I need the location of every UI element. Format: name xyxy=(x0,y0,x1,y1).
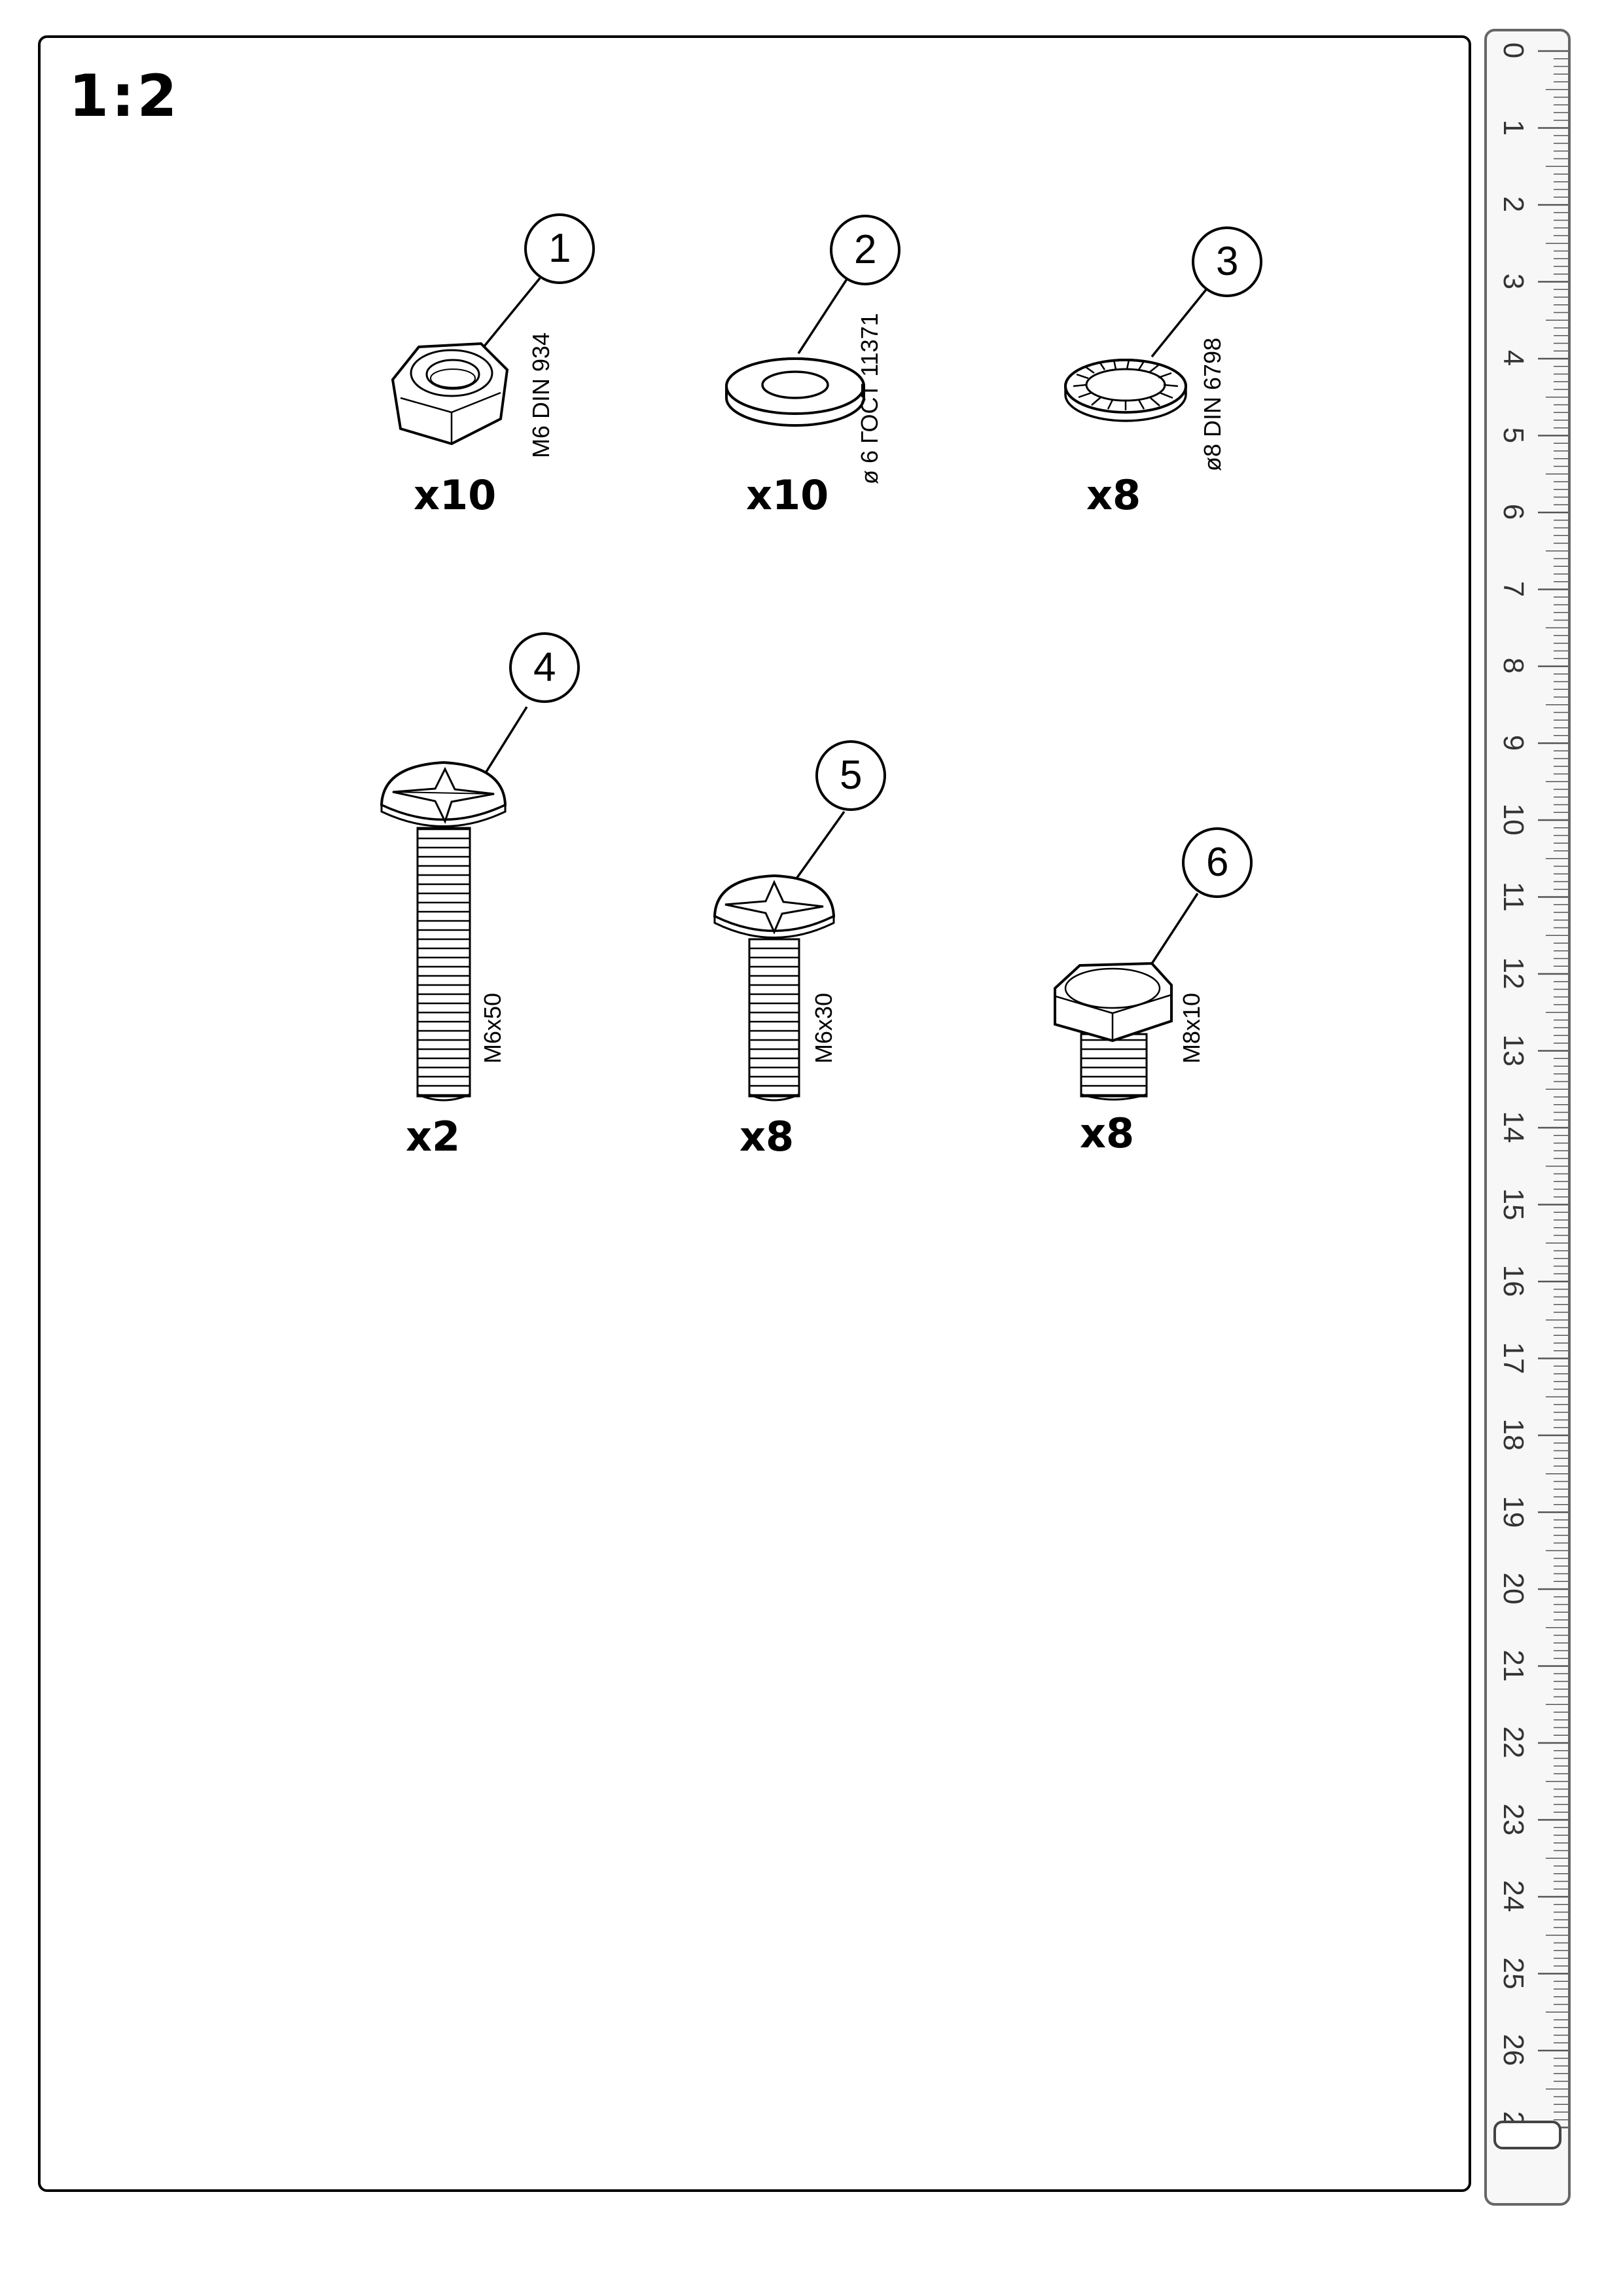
part-quantity: x8 xyxy=(1080,1109,1135,1157)
ruler-label: 7 xyxy=(1497,581,1529,597)
ruler-label: 9 xyxy=(1497,734,1529,751)
ruler-label: 10 xyxy=(1497,803,1529,836)
part-quantity: x8 xyxy=(1086,471,1141,519)
ruler-label: 0 xyxy=(1497,42,1529,59)
part-quantity: x8 xyxy=(740,1113,794,1160)
callout-number: 2 xyxy=(854,227,877,272)
scale-label: 1:2 xyxy=(69,62,180,130)
ruler-label: 22 xyxy=(1497,1726,1529,1759)
ruler-label: 2 xyxy=(1497,196,1529,213)
ruler-label: 16 xyxy=(1497,1265,1529,1297)
callout-number: 6 xyxy=(1206,840,1229,885)
part-spec: M8x10 xyxy=(1178,992,1205,1064)
ruler-label: 1 xyxy=(1497,119,1529,135)
ruler-label: 12 xyxy=(1497,957,1529,990)
ruler-label: 13 xyxy=(1497,1034,1529,1066)
ruler-label: 5 xyxy=(1497,427,1529,443)
ruler-label: 20 xyxy=(1497,1572,1529,1605)
ruler-label: 26 xyxy=(1497,2034,1529,2066)
ruler-label: 15 xyxy=(1497,1188,1529,1220)
ruler-label: 8 xyxy=(1497,657,1529,674)
part-quantity: x2 xyxy=(406,1113,461,1160)
callout-number: 5 xyxy=(840,753,863,798)
part-spec: M6 DIN 934 xyxy=(527,332,554,458)
ruler-label: 23 xyxy=(1497,1803,1529,1835)
ruler-label: 4 xyxy=(1497,350,1529,367)
ruler-label: 18 xyxy=(1497,1418,1529,1451)
ruler-label: 3 xyxy=(1497,273,1529,289)
ruler-label: 17 xyxy=(1497,1342,1529,1374)
ruler-label: 19 xyxy=(1497,1496,1529,1528)
ruler-label: 11 xyxy=(1497,881,1529,912)
ruler-hang-slot xyxy=(1493,2121,1561,2149)
part-spec: ø 6 ГОСТ 11371 xyxy=(856,313,883,484)
ruler-label: 21 xyxy=(1497,1649,1529,1681)
ruler-label: 25 xyxy=(1497,1957,1529,1989)
part-spec: M6x50 xyxy=(479,992,506,1064)
ruler-label: 14 xyxy=(1497,1111,1529,1143)
measuring-ruler xyxy=(1484,29,1571,2206)
part-quantity: x10 xyxy=(746,471,829,519)
callout-number: 1 xyxy=(548,226,571,271)
part-quantity: x10 xyxy=(414,471,497,519)
part-spec: ø8 DIN 6798 xyxy=(1199,337,1226,471)
callout-number: 4 xyxy=(533,645,556,690)
ruler-label: 6 xyxy=(1497,503,1529,520)
ruler-label: 24 xyxy=(1497,1880,1529,1912)
part-spec: M6x30 xyxy=(810,992,837,1064)
callout-number: 3 xyxy=(1216,239,1239,284)
